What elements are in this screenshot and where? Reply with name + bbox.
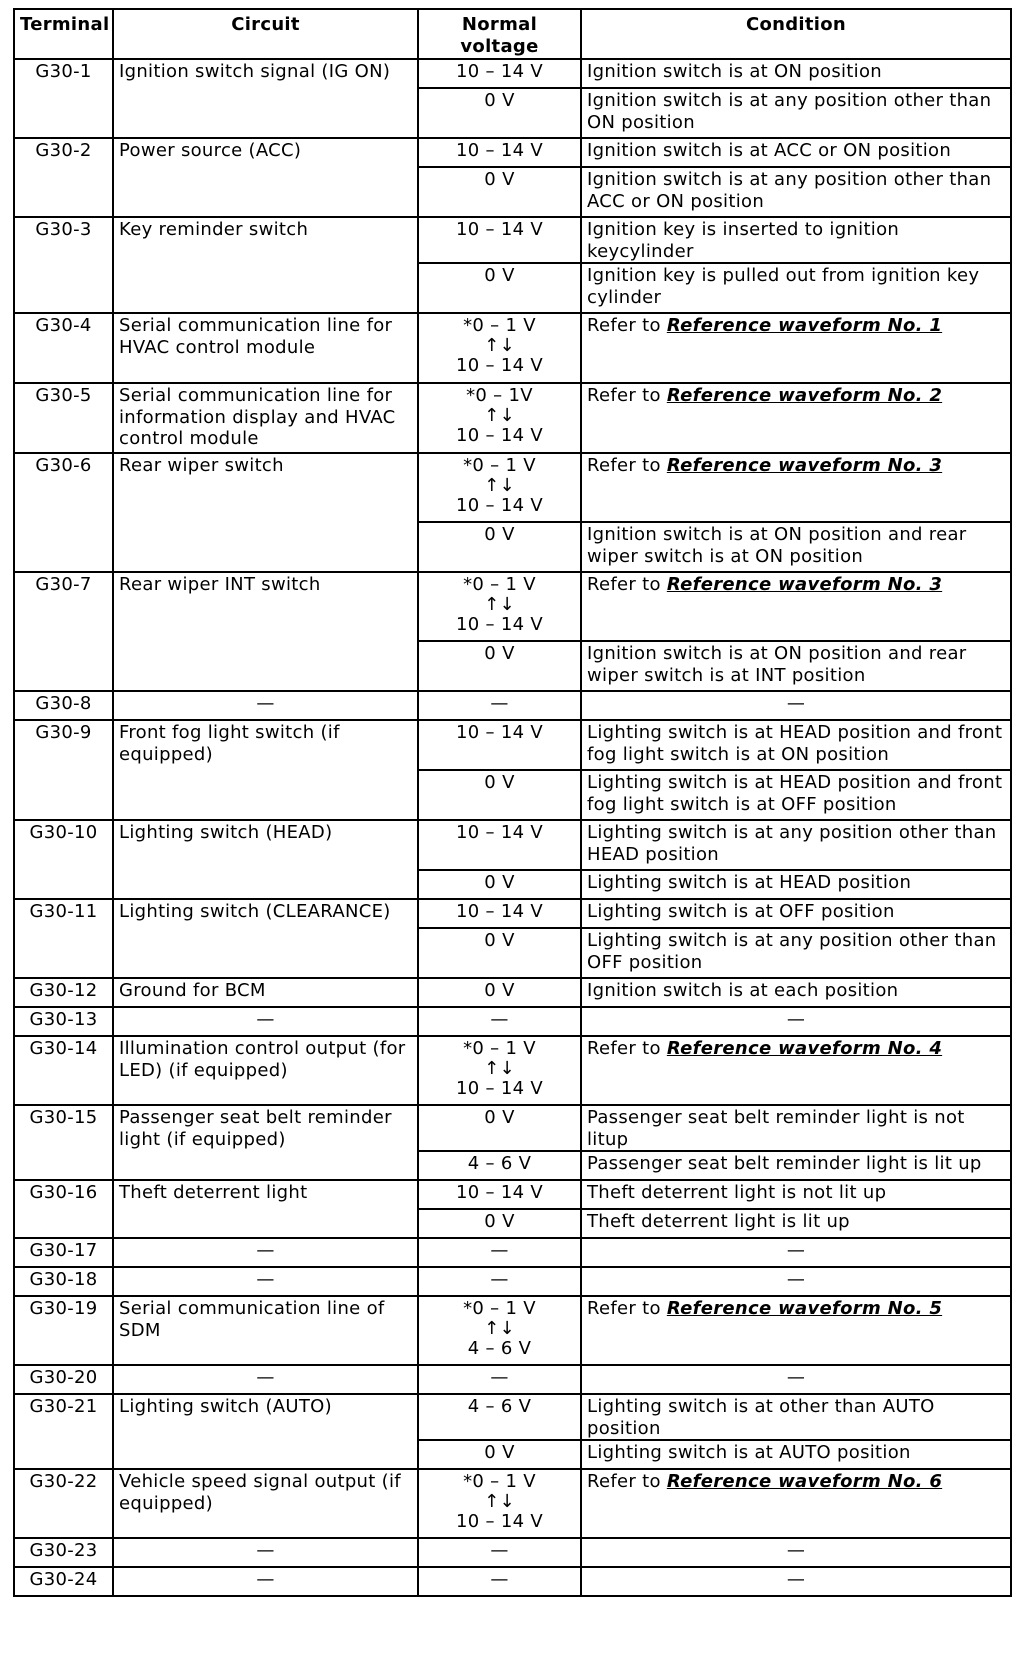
table-row bbox=[14, 820, 1011, 870]
terminal-cell: G30-5 bbox=[14, 383, 113, 453]
terminal-cell: G30-18 bbox=[14, 1267, 113, 1296]
voltage-cell: 0 V bbox=[418, 978, 581, 1007]
condition-cell bbox=[581, 383, 1011, 453]
terminal-cell: G30-13 bbox=[14, 1007, 113, 1036]
terminal-cell: G30-6 bbox=[14, 453, 113, 572]
circuit-cell: — bbox=[113, 1007, 418, 1036]
reference-waveform-link[interactable]: Reference waveform No. 2 bbox=[666, 385, 943, 406]
voltage-cell: 0 V bbox=[418, 1440, 581, 1469]
circuit-cell: Theft deterrent light bbox=[113, 1180, 418, 1238]
condition-cell: Lighting switch is at any position other than OFF position bbox=[581, 928, 1011, 978]
voltage-cell: 0 V bbox=[418, 641, 581, 691]
circuit-cell: Passenger seat belt reminder light (if equipped) bbox=[113, 1105, 418, 1180]
condition-cell: Ignition switch is at ON position and rear wiper switch is at INT position bbox=[581, 641, 1011, 691]
condition-cell: — bbox=[581, 1567, 1011, 1596]
header-condition: Condition bbox=[581, 9, 1011, 59]
table-row bbox=[14, 720, 1011, 770]
voltage-cell: 4 – 6 V bbox=[418, 1394, 581, 1440]
condition-cell: Ignition switch is at any position other than ON position bbox=[581, 88, 1011, 138]
condition-cell: — bbox=[581, 1238, 1011, 1267]
terminal-cell: G30-22 bbox=[14, 1469, 113, 1538]
voltage-cell: — bbox=[418, 691, 581, 720]
toggle-arrows-icon: ↑↓ bbox=[484, 474, 515, 496]
voltage-cell bbox=[418, 572, 581, 641]
reference-waveform-link[interactable]: Reference waveform No. 3 bbox=[666, 455, 943, 476]
circuit-cell: Front fog light switch (if equipped) bbox=[113, 720, 418, 820]
condition-cell: — bbox=[581, 1267, 1011, 1296]
voltage-high: 10 – 14 V bbox=[456, 354, 543, 376]
circuit-cell: Serial communication line for information display and HVAC control module bbox=[113, 383, 418, 453]
header-circuit: Circuit bbox=[113, 9, 418, 59]
table-row bbox=[14, 1296, 1011, 1365]
voltage-cell: 0 V bbox=[418, 263, 581, 313]
table-row bbox=[14, 138, 1011, 167]
voltage-high: 10 – 14 V bbox=[456, 424, 543, 446]
voltage-cell bbox=[418, 1469, 581, 1538]
header-normal-voltage bbox=[418, 9, 581, 59]
voltage-cell: 0 V bbox=[418, 770, 581, 820]
condition-cell: — bbox=[581, 1538, 1011, 1567]
table-row bbox=[14, 453, 1011, 522]
table-row bbox=[14, 383, 1011, 453]
terminal-cell: G30-1 bbox=[14, 59, 113, 138]
terminal-cell: G30-19 bbox=[14, 1296, 113, 1365]
table-row bbox=[14, 1567, 1011, 1596]
table-row bbox=[14, 1538, 1011, 1567]
toggle-arrows-icon: ↑↓ bbox=[484, 593, 515, 615]
table-row bbox=[14, 1105, 1011, 1151]
table-row bbox=[14, 1365, 1011, 1394]
reference-waveform-link[interactable]: Reference waveform No. 5 bbox=[666, 1298, 943, 1319]
circuit-cell: Rear wiper INT switch bbox=[113, 572, 418, 691]
table-row bbox=[14, 1238, 1011, 1267]
voltage-cell: 0 V bbox=[418, 1105, 581, 1151]
terminal-cell: G30-15 bbox=[14, 1105, 113, 1180]
terminal-cell: G30-10 bbox=[14, 820, 113, 899]
voltage-cell: 0 V bbox=[418, 88, 581, 138]
condition-cell: Lighting switch is at other than AUTO position bbox=[581, 1394, 1011, 1440]
table-row bbox=[14, 1394, 1011, 1440]
voltage-cell bbox=[418, 1296, 581, 1365]
toggle-arrows-icon: ↑↓ bbox=[484, 1490, 515, 1512]
circuit-cell: — bbox=[113, 1238, 418, 1267]
circuit-cell: Key reminder switch bbox=[113, 217, 418, 313]
voltage-low: *0 – 1 V bbox=[463, 1298, 536, 1319]
terminal-cell: G30-7 bbox=[14, 572, 113, 691]
terminal-cell: G30-21 bbox=[14, 1394, 113, 1469]
table-row bbox=[14, 313, 1011, 383]
voltage-cell: 10 – 14 V bbox=[418, 138, 581, 167]
condition-cell bbox=[581, 1469, 1011, 1538]
circuit-cell: Rear wiper switch bbox=[113, 453, 418, 572]
terminal-cell: G30-23 bbox=[14, 1538, 113, 1567]
voltage-cell: — bbox=[418, 1267, 581, 1296]
voltage-cell: 10 – 14 V bbox=[418, 720, 581, 770]
condition-cell: Ignition key is inserted to ignition keycylinder bbox=[581, 217, 1011, 263]
terminal-cell: G30-17 bbox=[14, 1238, 113, 1267]
refer-prefix: Refer to bbox=[587, 574, 667, 595]
voltage-low: *0 – 1 V bbox=[463, 455, 536, 476]
table-row bbox=[14, 217, 1011, 263]
voltage-cell bbox=[418, 383, 581, 453]
table-row bbox=[14, 1469, 1011, 1538]
voltage-cell: 10 – 14 V bbox=[418, 217, 581, 263]
terminal-cell: G30-14 bbox=[14, 1036, 113, 1105]
reference-waveform-link[interactable]: Reference waveform No. 1 bbox=[666, 315, 943, 336]
circuit-cell: Power source (ACC) bbox=[113, 138, 418, 217]
condition-cell: Lighting switch is at OFF position bbox=[581, 899, 1011, 928]
terminal-cell: G30-4 bbox=[14, 313, 113, 383]
toggle-arrows-icon: ↑↓ bbox=[484, 1317, 515, 1339]
voltage-cell: 10 – 14 V bbox=[418, 1180, 581, 1209]
refer-prefix: Refer to bbox=[587, 1298, 667, 1319]
header-voltage-text: Normal voltage bbox=[460, 14, 539, 57]
terminal-cell: G30-8 bbox=[14, 691, 113, 720]
table-row bbox=[14, 1180, 1011, 1209]
voltage-cell bbox=[418, 453, 581, 522]
voltage-cell: — bbox=[418, 1007, 581, 1036]
condition-cell: — bbox=[581, 1365, 1011, 1394]
voltage-cell: 0 V bbox=[418, 167, 581, 217]
table-row bbox=[14, 1007, 1011, 1036]
terminal-cell: G30-9 bbox=[14, 720, 113, 820]
voltage-high: 10 – 14 V bbox=[456, 494, 543, 516]
circuit-cell: Lighting switch (CLEARANCE) bbox=[113, 899, 418, 978]
condition-cell: Passenger seat belt reminder light is not litup bbox=[581, 1105, 1011, 1151]
terminal-cell: G30-11 bbox=[14, 899, 113, 978]
condition-cell: — bbox=[581, 691, 1011, 720]
table-row bbox=[14, 572, 1011, 641]
voltage-cell: — bbox=[418, 1365, 581, 1394]
circuit-cell: Serial communication line for HVAC control module bbox=[113, 313, 418, 383]
voltage-cell bbox=[418, 313, 581, 383]
terminal-cell: G30-2 bbox=[14, 138, 113, 217]
table-row bbox=[14, 1267, 1011, 1296]
wiring-table-page bbox=[13, 8, 1010, 1597]
condition-cell: Lighting switch is at HEAD position bbox=[581, 870, 1011, 899]
condition-cell bbox=[581, 1296, 1011, 1365]
table-header-row bbox=[14, 9, 1011, 59]
voltage-cell: — bbox=[418, 1238, 581, 1267]
voltage-cell: 0 V bbox=[418, 870, 581, 899]
voltage-low: *0 – 1V bbox=[466, 385, 533, 406]
voltage-high: 10 – 14 V bbox=[456, 1077, 543, 1099]
voltage-cell: — bbox=[418, 1567, 581, 1596]
terminal-cell: G30-3 bbox=[14, 217, 113, 313]
voltage-cell: 10 – 14 V bbox=[418, 820, 581, 870]
voltage-high: 10 – 14 V bbox=[456, 1510, 543, 1532]
condition-cell: Lighting switch is at AUTO position bbox=[581, 1440, 1011, 1469]
condition-cell bbox=[581, 313, 1011, 383]
circuit-cell: — bbox=[113, 1365, 418, 1394]
condition-cell: Theft deterrent light is lit up bbox=[581, 1209, 1011, 1238]
condition-cell: Lighting switch is at HEAD position and front fog light switch is at ON position bbox=[581, 720, 1011, 770]
condition-cell: Ignition key is pulled out from ignition key cylinder bbox=[581, 263, 1011, 313]
voltage-cell: — bbox=[418, 1538, 581, 1567]
table-row bbox=[14, 691, 1011, 720]
toggle-arrows-icon: ↑↓ bbox=[484, 1057, 515, 1079]
circuit-cell: Lighting switch (AUTO) bbox=[113, 1394, 418, 1469]
voltage-high: 10 – 14 V bbox=[456, 613, 543, 635]
refer-prefix: Refer to bbox=[587, 1471, 667, 1492]
voltage-cell: 10 – 14 V bbox=[418, 899, 581, 928]
condition-cell: Ignition switch is at any position other than ACC or ON position bbox=[581, 167, 1011, 217]
voltage-cell: 0 V bbox=[418, 928, 581, 978]
terminal-cell: G30-20 bbox=[14, 1365, 113, 1394]
voltage-low: *0 – 1 V bbox=[463, 1471, 536, 1492]
toggle-arrows-icon: ↑↓ bbox=[484, 334, 515, 356]
refer-prefix: Refer to bbox=[587, 455, 667, 476]
condition-cell: Ignition switch is at ON position bbox=[581, 59, 1011, 88]
terminal-cell: G30-24 bbox=[14, 1567, 113, 1596]
condition-cell bbox=[581, 453, 1011, 522]
condition-cell: Ignition switch is at each position bbox=[581, 978, 1011, 1007]
condition-cell: Passenger seat belt reminder light is lit up bbox=[581, 1151, 1011, 1180]
terminal-cell: G30-12 bbox=[14, 978, 113, 1007]
condition-cell bbox=[581, 572, 1011, 641]
header-terminal: Terminal bbox=[14, 9, 113, 59]
condition-cell: Ignition switch is at ON position and rear wiper switch is at ON position bbox=[581, 522, 1011, 572]
circuit-cell: Ignition switch signal (IG ON) bbox=[113, 59, 418, 138]
voltage-low: *0 – 1 V bbox=[463, 1038, 536, 1059]
voltage-low: *0 – 1 V bbox=[463, 574, 536, 595]
voltage-cell bbox=[418, 1036, 581, 1105]
refer-prefix: Refer to bbox=[587, 315, 667, 336]
reference-waveform-link[interactable]: Reference waveform No. 6 bbox=[666, 1471, 943, 1492]
condition-cell: Ignition switch is at ACC or ON position bbox=[581, 138, 1011, 167]
toggle-arrows-icon: ↑↓ bbox=[484, 404, 515, 426]
circuit-cell: — bbox=[113, 1567, 418, 1596]
reference-waveform-link[interactable]: Reference waveform No. 3 bbox=[666, 574, 943, 595]
circuit-cell: — bbox=[113, 1538, 418, 1567]
circuit-cell: — bbox=[113, 691, 418, 720]
voltage-high: 4 – 6 V bbox=[467, 1337, 532, 1359]
voltage-cell: 0 V bbox=[418, 1209, 581, 1238]
voltage-cell: 4 – 6 V bbox=[418, 1151, 581, 1180]
reference-waveform-link[interactable]: Reference waveform No. 4 bbox=[666, 1038, 943, 1059]
table-body bbox=[14, 59, 1011, 1596]
refer-prefix: Refer to bbox=[587, 1038, 667, 1059]
circuit-cell: Vehicle speed signal output (if equipped) bbox=[113, 1469, 418, 1538]
condition-cell: Theft deterrent light is not lit up bbox=[581, 1180, 1011, 1209]
circuit-cell: Lighting switch (HEAD) bbox=[113, 820, 418, 899]
table-row bbox=[14, 1036, 1011, 1105]
terminal-cell: G30-16 bbox=[14, 1180, 113, 1238]
condition-cell: Lighting switch is at any position other than HEAD position bbox=[581, 820, 1011, 870]
circuit-cell: Illumination control output (for LED) (if equipped) bbox=[113, 1036, 418, 1105]
table-row bbox=[14, 899, 1011, 928]
voltage-low: *0 – 1 V bbox=[463, 315, 536, 336]
voltage-cell: 0 V bbox=[418, 522, 581, 572]
condition-cell: Lighting switch is at HEAD position and front fog light switch is at OFF position bbox=[581, 770, 1011, 820]
table-row bbox=[14, 978, 1011, 1007]
table-row bbox=[14, 59, 1011, 88]
refer-prefix: Refer to bbox=[587, 385, 667, 406]
circuit-cell: Serial communication line of SDM bbox=[113, 1296, 418, 1365]
circuit-cell: Ground for BCM bbox=[113, 978, 418, 1007]
terminal-voltage-table bbox=[13, 8, 1012, 1597]
circuit-cell: — bbox=[113, 1267, 418, 1296]
voltage-cell: 10 – 14 V bbox=[418, 59, 581, 88]
condition-cell: — bbox=[581, 1007, 1011, 1036]
condition-cell bbox=[581, 1036, 1011, 1105]
